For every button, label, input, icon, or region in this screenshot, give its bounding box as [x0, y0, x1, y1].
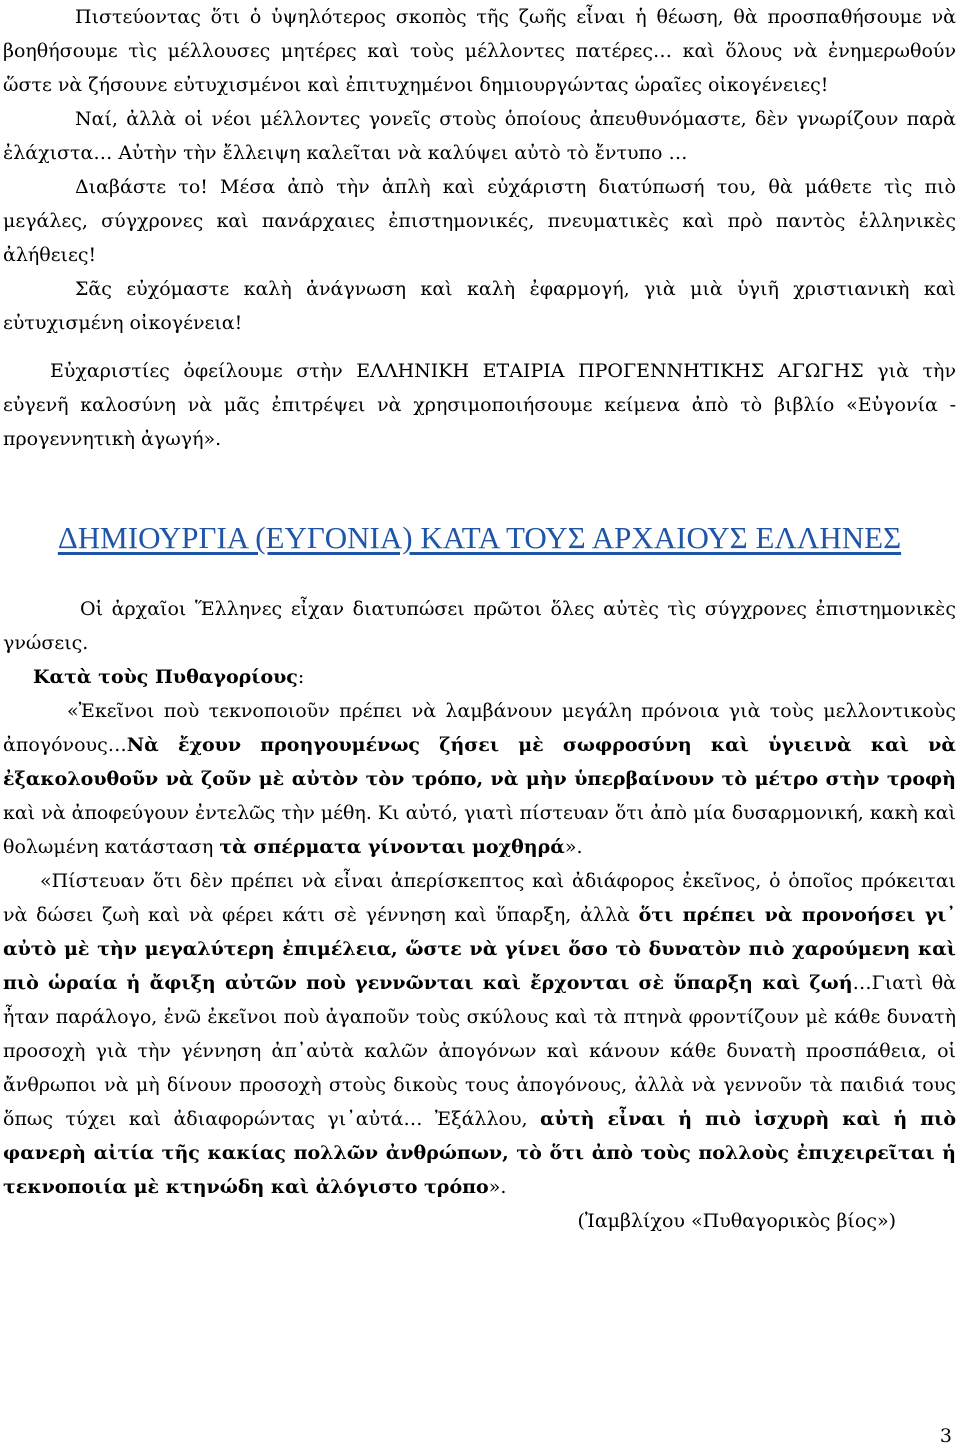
pythagoreans-colon: : — [297, 666, 305, 688]
pythagoreans-label — [3, 660, 956, 694]
paragraph-ancients: Οἱ ἀρχαῖοι Ἕλληνες εἶχαν διατυπώσει πρῶτοι ὅλες αὐτὲς τὶς σύγχρονες ἐπιστημονικὲς γνώσεις. — [3, 598, 956, 654]
quote-pythagoreans — [3, 694, 956, 864]
quote1-part-d: τὰ σπέρματα γίνονται μοχθηρά — [219, 836, 565, 858]
quote2-part-a: «Πίστευαν ὅτι δὲν πρέπει νὰ εἶναι ἀπερίσκεπτος καὶ ἀδιάφορος ἐκεῖνος, ὁ ὁποῖος πρόκειται νὰ δώσει ζωὴ καὶ νὰ φέρει κάτι σὲ γέννηση καὶ ὕπαρξη, ἀλλὰ — [3, 870, 956, 926]
quote2-part-b: ὅτι πρέπει νὰ προνοήσει γι᾽ αὐτὸ μὲ τὴν μεγαλύτερη ἐπιμέλεια, ὥστε νὰ γίνει ὅσο τὸ δυνατὸν πιὸ χαρούμενη καὶ πιὸ ὡραία ἡ ἄφιξη αὐτῶν ποὺ γεννῶνται καὶ ἔρχονται σὲ ὕπαρξη καὶ ζωή — [3, 904, 956, 994]
paragraph-intro: Πιστεύοντας ὅτι ὁ ὑψηλότερος σκοπὸς τῆς ζωῆς εἶναι ἡ θέωση, θὰ προσπαθήσουμε νὰ βοηθήσουμε τὶς μέλλουσες μητέρες καὶ τοὺς μέλλοντες πατέρες… καὶ ὅλους νὰ ἐνημερωθούν ὥστε νὰ ζήσουνε εὐτυχισμένοι καὶ ἐπιτυχημένοι δημιουργώντας ὡραῖες οἰκογένειες! — [3, 6, 956, 96]
paragraph-wishes: Σᾶς εὐχόμαστε καλὴ ἀνάγνωση καὶ καλὴ ἐφαρμογή, γιὰ μιὰ ὑγιῆ χριστιανικὴ καὶ εὐτυχισμένη οἰκογένεια! — [3, 278, 956, 334]
section-heading: ΔΗΜΙΟΥΡΓΙΑ (ΕΥΓΟΝΙΑ) ΚΑΤΑ ΤΟΥΣ ΑΡΧΑΙΟΥΣ ΕΛΛΗΝΕΣ — [57, 520, 902, 555]
quote2-part-d: αὐτὴ εἶναι ἡ πιὸ ἰσχυρὴ καὶ ἡ πιὸ φανερὴ αἰτία τῆς κακίας πολλῶν ἀνθρώπων, τὸ ὅτι ἀπὸ τοὺς πολλοὺς ἐπιχειρεῖται ἡ τεκνοποιία μὲ κτηνώδη καὶ ἀλόγιστο τρόπο — [3, 1108, 957, 1198]
paragraph-parents: Ναί, ἀλλὰ οἱ νέοι μέλλοντες γονεῖς στοὺς ὁποίους ἀπευθυνόμαστε, δὲν γνωρίζουν παρὰ ἐλάχιστα… Αὐτὴν τὴν ἔλλειψη καλεῖται νὰ καλύψει αὐτὸ τὸ ἔντυπο … — [3, 108, 956, 164]
quote2-part-c: …Γιατὶ θὰ ἦταν παράλογο, ἐνῶ ἐκεῖνοι ποὺ ἀγαποῦν τοὺς σκύλους καὶ τὰ πτηνὰ φροντίζουν μὲ κάθε δυνατὴ προσοχὴ γιὰ τὴν γέννηση ἀπ᾽αὐτὰ καλῶν ἀπογόνων καὶ κάνουν κάθε δυνατὴ προσπάθεια, οἱ ἄνθρωποι νὰ μὴ δίνουν προσοχὴ στοὺς δικοὺς τους ἀπογόνους, ἀλλὰ νὰ γεννοῦν τὰ παιδιά τους ὅπως τύχει καὶ ἀδιαφορώντας γι᾽αὐτά… Ἐξάλλου, — [3, 972, 956, 1130]
pythagoreans-label-text: Κατὰ τοὺς Πυθαγορίους — [33, 666, 298, 688]
quote1-part-e: ». — [564, 836, 583, 858]
quote1-part-c: καὶ νὰ ἀποφεύγουν ἐντελῶς τὴν μέθη. Κι αὐτό, γιατὶ πίστευαν ὅτι ἀπὸ μία δυσαρμονική, κακὴ καὶ θολωμένη κατάσταση — [3, 802, 957, 858]
page-number: 3 — [939, 1425, 952, 1447]
quote1-part-a: «Ἐκεῖνοι ποὺ τεκνοποιοῦν πρέπει νὰ λαμβάνουν μεγάλη πρόνοια γιὰ τοὺς μελλοντικοὺς ἀπογόνους… — [3, 700, 956, 756]
quote1-part-b: Νὰ ἔχουν προηγουμένως ζήσει μὲ σωφροσύνη καὶ ὑγιεινὰ καὶ νὰ ἐξακολουθοῦν νὰ ζοῦν μὲ αὐτὸν τὸν τρόπο, νὰ μὴν ὑπερβαίνουν τὸ μέτρο στὴν τροφὴ — [3, 734, 956, 790]
paragraph-read: Διαβάστε το! Μέσα ἀπὸ τὴν ἁπλὴ καὶ εὐχάριστη διατύπωσή του, θὰ μάθετε τὶς πιὸ μεγάλες, σύγχρονες καὶ πανάρχαιες ἐπιστημονικές, πνευματικὲς καὶ πρὸ παντὸς ἑλληνικὲς ἀλήθειες! — [3, 176, 956, 266]
quote-iamblichus — [3, 864, 956, 1204]
quote-source: (Ἰαμβλίχου «Πυθαγορικὸς βίος») — [577, 1210, 896, 1232]
quote2-part-e: ». — [488, 1176, 507, 1198]
paragraph-acknowledgements: Εὐχαριστίες ὀφείλουμε στὴν ΕΛΛΗΝΙΚΗ ΕΤΑΙΡΙΑ ΠΡΟΓΕΝΝΗΤΙΚΗΣ ΑΓΩΓΗΣ γιὰ τὴν εὐγενῆ καλοσύνη νὰ μᾶς ἐπιτρέψει νὰ χρησιμοποιήσουμε κείμενα ἀπὸ τὸ βιβλίο «Εὐγονία - προγεννητικὴ ἀγωγή». — [3, 360, 956, 450]
